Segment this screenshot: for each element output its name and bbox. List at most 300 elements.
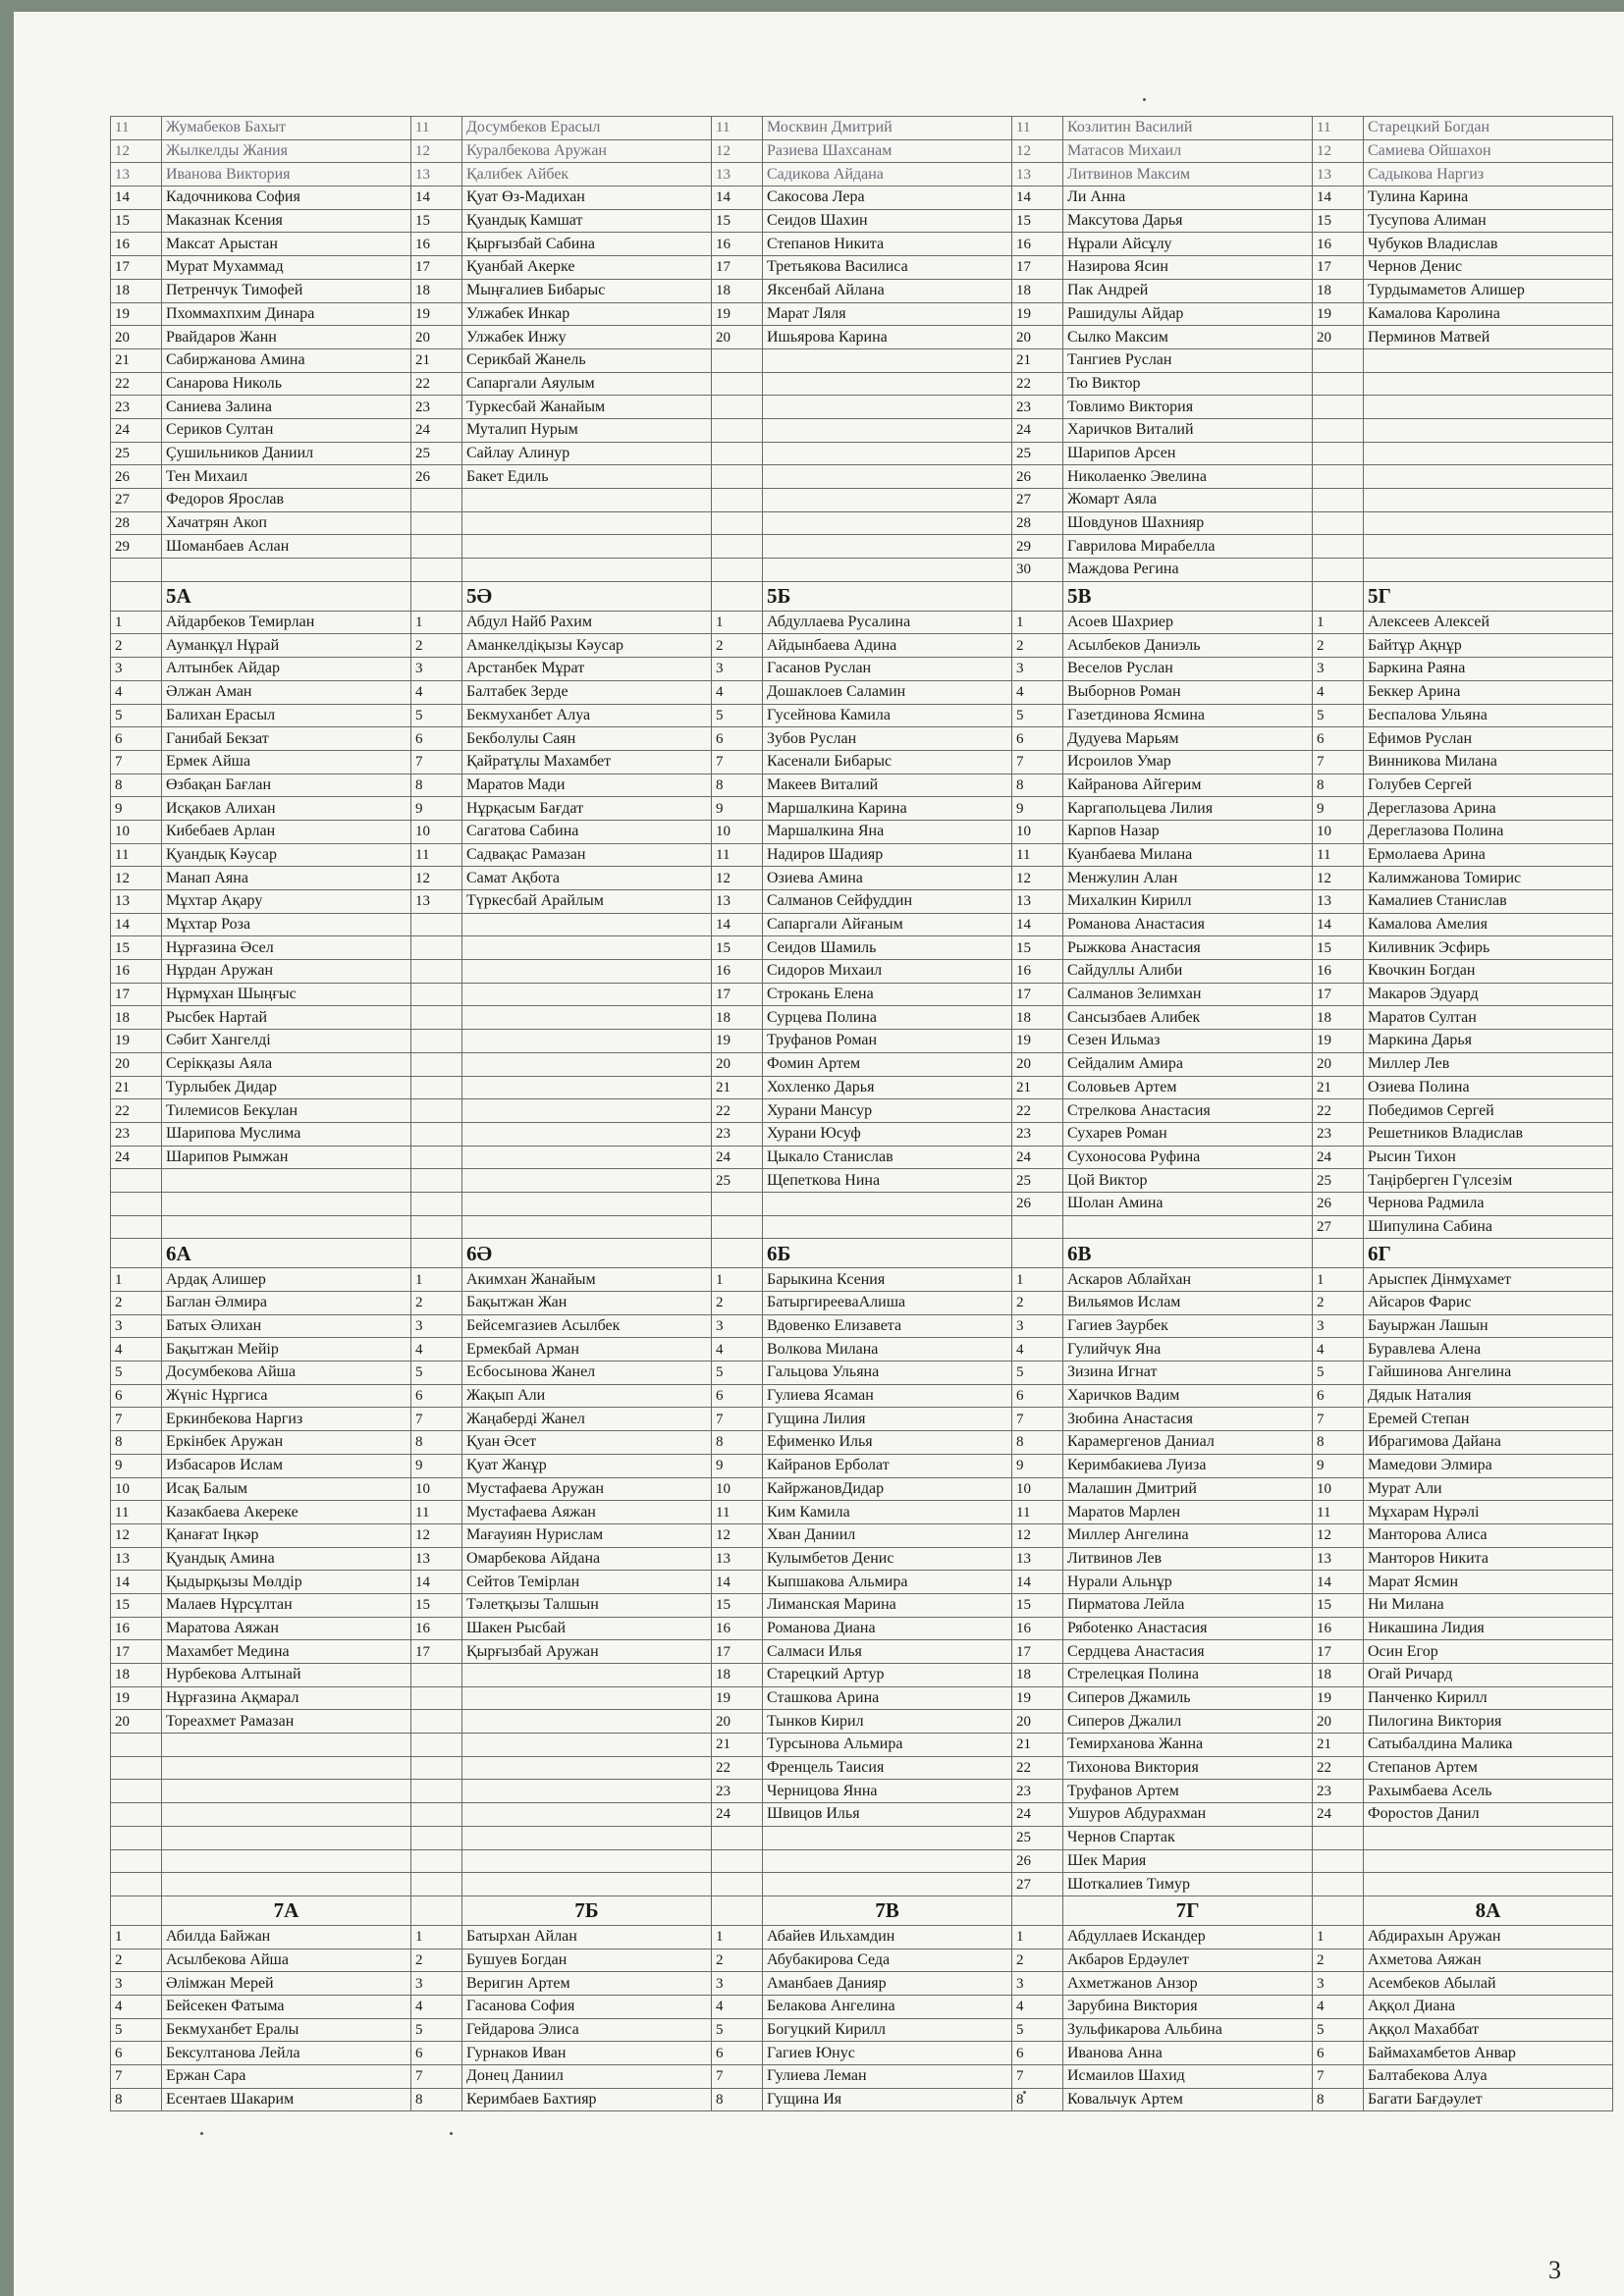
student-name: Салмаси Илья (763, 1640, 1012, 1664)
student-name: Гулиева Леман (763, 2065, 1012, 2089)
student-name: Зизина Игнат (1063, 1362, 1313, 1385)
class-name-header: 6Ә (462, 1239, 712, 1268)
student-number (411, 1099, 462, 1123)
student-number (411, 559, 462, 582)
student-name: Голубев Сергей (1364, 774, 1613, 797)
student-name: Ибрагимова Дайана (1364, 1431, 1613, 1455)
student-number: 21 (712, 1076, 763, 1099)
student-number: 2 (1012, 634, 1063, 658)
student-number: 22 (1012, 1756, 1063, 1780)
table-row (111, 418, 1613, 442)
student-number: 23 (1012, 1122, 1063, 1146)
student-number: 19 (1313, 1030, 1364, 1053)
student-name: Алтынбек Айдар (162, 658, 411, 681)
student-name: Барыкина Ксения (763, 1268, 1012, 1292)
table-row (111, 750, 1613, 774)
table-row (111, 1192, 1613, 1215)
student-name: Рысбек Нартай (162, 1006, 411, 1030)
student-number: 3 (411, 1972, 462, 1996)
student-name: Ковальчук Артем (1063, 2088, 1313, 2111)
student-number: 2 (1012, 1292, 1063, 1315)
student-name: Асембеков Абылай (1364, 1972, 1613, 1996)
student-number (411, 1686, 462, 1710)
student-name: Акимхан Жанайым (462, 1268, 712, 1292)
student-number: 14 (1313, 913, 1364, 936)
student-number: 11 (111, 117, 162, 140)
student-name: Романова Диана (763, 1617, 1012, 1640)
student-number: 6 (411, 1384, 462, 1408)
student-name: Шоманбаев Аслан (162, 535, 411, 559)
student-number (712, 372, 763, 396)
student-number: 14 (1012, 913, 1063, 936)
student-number (1012, 1215, 1063, 1239)
student-name: Вдовенко Елизавета (763, 1314, 1012, 1338)
student-number: 19 (1313, 1686, 1364, 1710)
student-number: 26 (1012, 1849, 1063, 1873)
student-name: Решетников Владислав (1364, 1122, 1613, 1146)
student-number: 2 (111, 1949, 162, 1972)
student-number: 3 (1313, 1314, 1364, 1338)
student-name (1364, 372, 1613, 396)
student-name: Миллер Лев (1364, 1052, 1613, 1076)
student-name (462, 1780, 712, 1803)
student-name: Зюбина Анастасия (1063, 1408, 1313, 1431)
student-name: Соловьев Артем (1063, 1076, 1313, 1099)
student-number: 1 (1012, 611, 1063, 634)
student-number (111, 1780, 162, 1803)
student-number (411, 1849, 462, 1873)
student-number: 16 (111, 1617, 162, 1640)
student-name: Рашидулы Айдар (1063, 302, 1313, 326)
table-row (111, 139, 1613, 163)
student-number (712, 1849, 763, 1873)
student-name: Сеидов Шамиль (763, 936, 1012, 960)
student-name: БатыргиреевaАлиша (763, 1292, 1012, 1315)
table-row (111, 535, 1613, 559)
student-number (1313, 1873, 1364, 1896)
student-name (462, 1099, 712, 1123)
student-number: 20 (1012, 326, 1063, 349)
student-number: 15 (1313, 936, 1364, 960)
student-name: Қуат Жанұр (462, 1454, 712, 1477)
student-number: 18 (712, 1664, 763, 1687)
table-row (111, 209, 1613, 233)
student-number (712, 396, 763, 419)
student-name: Шолан Амина (1063, 1192, 1313, 1215)
student-number: 13 (1313, 1547, 1364, 1571)
table-row (111, 867, 1613, 890)
student-number: 18 (111, 1664, 162, 1687)
student-number: 8 (712, 2088, 763, 2111)
student-name: Батырхан Айлан (462, 1925, 712, 1949)
student-number: 4 (1313, 1338, 1364, 1362)
student-name: Пирматова Лейла (1063, 1593, 1313, 1617)
student-name: Мағауиян Нурислам (462, 1523, 712, 1547)
table-row (111, 1995, 1613, 2018)
student-number (111, 1756, 162, 1780)
student-number: 2 (1313, 1949, 1364, 1972)
table-row (111, 1338, 1613, 1362)
student-number: 3 (712, 1314, 763, 1338)
student-number: 24 (111, 1146, 162, 1169)
student-number: 23 (1313, 1122, 1364, 1146)
student-name: Никашина Лидия (1364, 1617, 1613, 1640)
student-name (462, 535, 712, 559)
student-name: Мұхтар Роза (162, 913, 411, 936)
student-number: 17 (1313, 1640, 1364, 1664)
student-name (462, 1826, 712, 1849)
student-number: 16 (1012, 233, 1063, 256)
student-name: Гальцова Ульяна (763, 1362, 1012, 1385)
student-name: Озиева Полина (1364, 1076, 1613, 1099)
student-name: Сәбит Хангелді (162, 1030, 411, 1053)
student-number (411, 1076, 462, 1099)
table-row (111, 511, 1613, 535)
student-number: 12 (411, 1523, 462, 1547)
student-number: 14 (111, 187, 162, 210)
student-number: 22 (1012, 372, 1063, 396)
student-number (411, 1826, 462, 1849)
header-spacer (1313, 581, 1364, 611)
student-number: 4 (111, 680, 162, 704)
student-name: Огай Ричард (1364, 1664, 1613, 1687)
student-name (763, 1849, 1012, 1873)
student-number: 7 (1313, 2065, 1364, 2089)
student-name (162, 1873, 411, 1896)
student-name: Есбосынова Жанел (462, 1362, 712, 1385)
student-number: 9 (712, 1454, 763, 1477)
student-number: 20 (111, 1052, 162, 1076)
student-number: 6 (712, 1384, 763, 1408)
student-name: Исроилов Умар (1063, 750, 1313, 774)
student-name: Айсаров Фарис (1364, 1292, 1613, 1315)
student-number: 24 (1313, 1146, 1364, 1169)
student-number (411, 1215, 462, 1239)
student-number: 5 (1012, 2018, 1063, 2042)
student-name (462, 960, 712, 984)
student-number: 21 (411, 348, 462, 372)
student-number (1313, 535, 1364, 559)
class-name-header: 5Б (763, 581, 1012, 611)
student-number: 24 (1012, 1803, 1063, 1827)
student-name: Қуан Әсет (462, 1431, 712, 1455)
student-number: 23 (712, 1780, 763, 1803)
student-number: 29 (1012, 535, 1063, 559)
student-name: Маратова Аяжан (162, 1617, 411, 1640)
student-number (411, 1710, 462, 1734)
student-number: 13 (411, 163, 462, 187)
student-number: 23 (1313, 1780, 1364, 1803)
student-number: 20 (1313, 1052, 1364, 1076)
student-name: Бақытжан Мейір (162, 1338, 411, 1362)
student-number: 25 (411, 442, 462, 465)
class-name-header: 6А (162, 1239, 411, 1268)
student-name: Маркина Дарья (1364, 1030, 1613, 1053)
student-number: 27 (1313, 1215, 1364, 1239)
student-name (763, 418, 1012, 442)
student-name: Веселов Руслан (1063, 658, 1313, 681)
student-number: 18 (712, 1006, 763, 1030)
student-name: Шакен Рысбай (462, 1617, 712, 1640)
student-name: Федоров Ярослав (162, 489, 411, 512)
student-name: Товлимо Виктория (1063, 396, 1313, 419)
student-name (162, 559, 411, 582)
table-row (111, 1076, 1613, 1099)
student-number: 19 (111, 1030, 162, 1053)
student-number: 15 (1012, 1593, 1063, 1617)
student-name: Романова Анастасия (1063, 913, 1313, 936)
student-name: Форостов Данил (1364, 1803, 1613, 1827)
class-name-header: 7Г (1063, 1896, 1313, 1925)
student-name: Лиманская Марина (763, 1593, 1012, 1617)
table-row (111, 559, 1613, 582)
student-number: 18 (411, 279, 462, 302)
student-name (763, 396, 1012, 419)
student-name: Кайранов Ерболат (763, 1454, 1012, 1477)
table-row (111, 1314, 1613, 1338)
student-name: Қуандық Амина (162, 1547, 411, 1571)
student-number: 13 (712, 163, 763, 187)
student-name: Гулиева Ясаман (763, 1384, 1012, 1408)
student-number: 16 (411, 233, 462, 256)
student-number: 4 (411, 1338, 462, 1362)
student-name: Айдынбаева Адина (763, 634, 1012, 658)
student-number: 14 (712, 913, 763, 936)
student-name: Нұрдан Аружан (162, 960, 411, 984)
student-number: 25 (1012, 442, 1063, 465)
student-name: Абдирахын Аружан (1364, 1925, 1613, 1949)
student-name: Еркинбекова Наргиз (162, 1408, 411, 1431)
student-number (1313, 396, 1364, 419)
student-name (763, 1192, 1012, 1215)
student-name: Карпов Назар (1063, 820, 1313, 843)
student-name (162, 1215, 411, 1239)
student-number: 12 (1313, 1523, 1364, 1547)
student-name: Иванова Виктория (162, 163, 411, 187)
student-number: 15 (712, 209, 763, 233)
student-number: 1 (712, 1925, 763, 1949)
student-number (411, 1192, 462, 1215)
student-number: 15 (411, 209, 462, 233)
student-number (1313, 372, 1364, 396)
student-name: Труфанов Артем (1063, 1780, 1313, 1803)
table-row (111, 1454, 1613, 1477)
student-name: Донец Даниил (462, 2065, 712, 2089)
student-number: 21 (111, 1076, 162, 1099)
table-row (111, 1362, 1613, 1385)
student-name: Бекмуханбет Алуа (462, 704, 712, 727)
student-name: Щепеткова Нина (763, 1169, 1012, 1193)
student-number: 4 (111, 1338, 162, 1362)
student-name: Мұхтар Ақару (162, 890, 411, 914)
student-name (763, 442, 1012, 465)
student-name: Нұрали Айсұлу (1063, 233, 1313, 256)
student-name: Аққол Махаббат (1364, 2018, 1613, 2042)
student-number: 20 (1012, 1052, 1063, 1076)
student-number: 23 (111, 1122, 162, 1146)
student-number: 7 (1313, 750, 1364, 774)
student-number (411, 1873, 462, 1896)
table-row (111, 797, 1613, 821)
student-name: Санарова Николь (162, 372, 411, 396)
student-name: Маратов Султан (1364, 1006, 1613, 1030)
student-name: Қуат Өз-Мадихан (462, 187, 712, 210)
student-number: 14 (111, 1571, 162, 1594)
table-row (111, 1972, 1613, 1996)
student-number: 17 (1012, 256, 1063, 280)
student-number: 10 (111, 820, 162, 843)
student-number: 4 (1012, 1338, 1063, 1362)
student-number: 22 (411, 372, 462, 396)
student-name (763, 535, 1012, 559)
student-name: Шарипова Муслима (162, 1122, 411, 1146)
student-name: Арстанбек Мұрат (462, 658, 712, 681)
class-name-header: 7В (763, 1896, 1012, 1925)
student-number: 8 (111, 774, 162, 797)
student-name: Камалиев Станислав (1364, 890, 1613, 914)
student-name (763, 465, 1012, 489)
student-name (462, 1686, 712, 1710)
student-number: 2 (411, 1292, 462, 1315)
student-number: 22 (712, 1756, 763, 1780)
student-name: Турсынова Альмира (763, 1734, 1012, 1757)
student-name (462, 1710, 712, 1734)
student-name: Рыжкова Анастасия (1063, 936, 1313, 960)
student-number: 17 (712, 1640, 763, 1664)
student-number (111, 1873, 162, 1896)
student-name: Сейдалим Амира (1063, 1052, 1313, 1076)
student-number: 13 (111, 163, 162, 187)
student-number: 10 (1313, 1477, 1364, 1501)
student-number: 17 (712, 983, 763, 1006)
student-name: Малашин Дмитрий (1063, 1477, 1313, 1501)
student-name: Әлжан Аман (162, 680, 411, 704)
student-number: 5 (1313, 1362, 1364, 1385)
student-name (462, 1169, 712, 1193)
student-name: Камалова Каролина (1364, 302, 1613, 326)
student-number: 7 (111, 750, 162, 774)
table-row (111, 1873, 1613, 1896)
student-number: 18 (1012, 279, 1063, 302)
student-name: Садыкова Наргиз (1364, 163, 1613, 187)
student-name: Өзбақан Бағлан (162, 774, 411, 797)
student-name: Бекмуханбет Ералы (162, 2018, 411, 2042)
student-number: 11 (712, 117, 763, 140)
class-header-row (111, 581, 1613, 611)
student-number (411, 1030, 462, 1053)
student-number: 17 (1313, 983, 1364, 1006)
student-number (712, 418, 763, 442)
student-number (712, 535, 763, 559)
student-number: 16 (712, 233, 763, 256)
student-name: Хурани Мансур (763, 1099, 1012, 1123)
student-number: 4 (411, 680, 462, 704)
student-number: 19 (111, 302, 162, 326)
student-name: Дошаклоев Саламин (763, 680, 1012, 704)
student-number: 2 (111, 1292, 162, 1315)
student-number: 25 (712, 1169, 763, 1193)
table-row (111, 704, 1613, 727)
student-name: Сайдуллы Алиби (1063, 960, 1313, 984)
student-name: Малаев Нұрсұлтан (162, 1593, 411, 1617)
student-number: 7 (411, 750, 462, 774)
student-name: Маказнак Ксения (162, 209, 411, 233)
student-name: Гущина Лилия (763, 1408, 1012, 1431)
header-spacer (712, 1239, 763, 1268)
student-name: Касенали Бибарыс (763, 750, 1012, 774)
student-name: Қуандық Камшат (462, 209, 712, 233)
student-name: Асоев Шахриер (1063, 611, 1313, 634)
student-name: Ермек Айша (162, 750, 411, 774)
student-name (1364, 511, 1613, 535)
student-number: 1 (1313, 1268, 1364, 1292)
student-number: 20 (712, 1052, 763, 1076)
student-number: 11 (411, 117, 462, 140)
student-name: Тусупова Алиман (1364, 209, 1613, 233)
student-name: Тынков Кирил (763, 1710, 1012, 1734)
student-name: Гущина Ия (763, 2088, 1012, 2111)
student-number: 24 (1012, 1146, 1063, 1169)
student-number (712, 511, 763, 535)
student-name (763, 1826, 1012, 1849)
table-row (111, 1756, 1613, 1780)
student-name (1364, 559, 1613, 582)
student-number: 1 (1313, 1925, 1364, 1949)
student-name (462, 1873, 712, 1896)
student-name: Сайлау Алинур (462, 442, 712, 465)
student-name: Тулина Карина (1364, 187, 1613, 210)
student-number: 17 (111, 1640, 162, 1664)
student-number (411, 1780, 462, 1803)
student-name: Веригин Артем (462, 1972, 712, 1996)
table-row (111, 1925, 1613, 1949)
student-name: Аманбаев Данияр (763, 1972, 1012, 1996)
student-name: Маратов Марлен (1063, 1501, 1313, 1524)
header-spacer (1012, 1896, 1063, 1925)
student-name: Сезен Ильмаз (1063, 1030, 1313, 1053)
header-spacer (1313, 1896, 1364, 1925)
student-number: 24 (1012, 418, 1063, 442)
student-name: Баймахамбетов Анвар (1364, 2042, 1613, 2065)
student-number: 19 (1012, 1686, 1063, 1710)
student-number: 4 (712, 680, 763, 704)
table-row (111, 843, 1613, 867)
student-number: 24 (1313, 1803, 1364, 1827)
student-name: Ахметова Аяжан (1364, 1949, 1613, 1972)
student-name: Шарипов Арсен (1063, 442, 1313, 465)
student-number: 5 (411, 704, 462, 727)
student-name: Қайратұлы Махамбет (462, 750, 712, 774)
student-number: 5 (1012, 1362, 1063, 1385)
student-number: 12 (1313, 867, 1364, 890)
student-name: Балтабекова Алуа (1364, 2065, 1613, 2089)
student-number: 2 (1012, 1949, 1063, 1972)
student-name: Абубакирова Седа (763, 1949, 1012, 1972)
student-number: 6 (1313, 727, 1364, 751)
class-header-row (111, 1896, 1613, 1925)
student-name: Макеев Виталий (763, 774, 1012, 797)
student-number: 4 (411, 1995, 462, 2018)
class-name-header: 5Ә (462, 581, 712, 611)
student-number: 8 (712, 774, 763, 797)
student-name: Максутова Дарья (1063, 209, 1313, 233)
table-row (111, 1477, 1613, 1501)
student-number: 20 (712, 326, 763, 349)
student-name: Ахметжанов Анзор (1063, 1972, 1313, 1996)
student-number: 12 (712, 1523, 763, 1547)
student-number: 7 (1012, 750, 1063, 774)
student-name: Марат Ляля (763, 302, 1012, 326)
